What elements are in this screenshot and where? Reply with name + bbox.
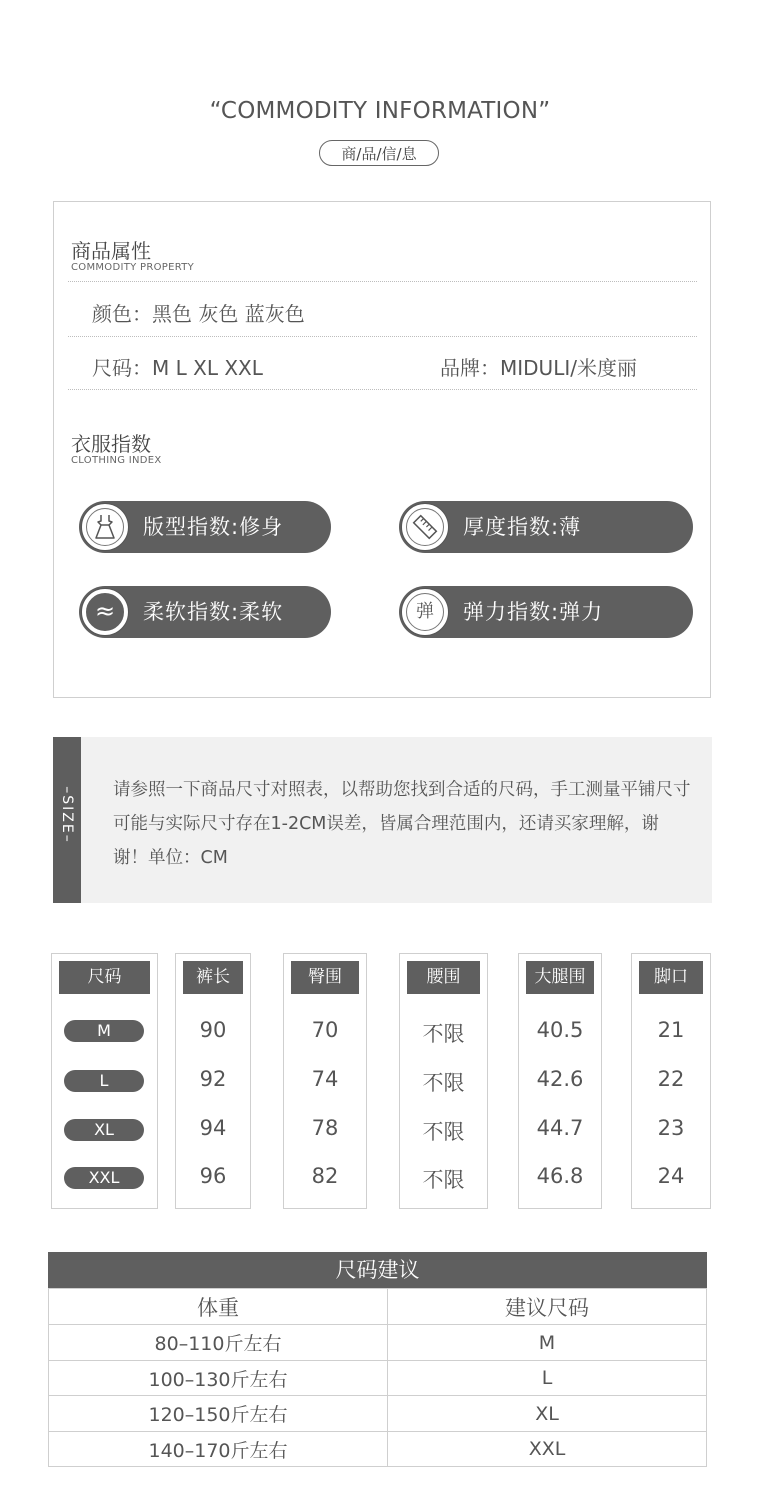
column-header: 建议尺码 [388,1289,707,1325]
table-cell: 96 [199,1164,227,1188]
table-cell: 44.7 [536,1116,584,1140]
table-cell: 不限 [422,1022,465,1046]
page-title: “COMMODITY INFORMATION” [209,98,551,124]
elasticity-index-label: 弹力指数:弹力 [463,600,604,624]
dress-icon [81,503,129,551]
suggestion-title: 尺码建议 [48,1252,707,1288]
column-header: 腰围 [407,961,480,994]
divider [68,336,697,337]
size-column [51,953,158,1209]
size-label: M [64,1020,144,1042]
weight-cell: 80–110斤左右 [49,1325,388,1361]
hip-column [283,953,367,1209]
table-cell: 不限 [422,1120,465,1144]
weight-cell: 140–170斤左右 [49,1432,388,1467]
thickness-index-label: 厚度指数:薄 [463,515,582,539]
softness-index [79,586,331,638]
table-cell: 46.8 [536,1164,584,1188]
softness-index-label: 柔软指数:柔软 [143,600,284,624]
ruler-icon [401,503,449,551]
table-cell: 92 [199,1067,227,1091]
hem-column [631,953,711,1209]
table-row [49,1432,707,1467]
size-attribute: 尺码：M L XL XXL [92,356,263,380]
table-cell: 24 [657,1164,685,1188]
wave-icon: ≈ [81,588,129,636]
table-cell: 42.6 [536,1067,584,1091]
size-side-label: –SIZE– [59,786,75,844]
column-header: 体重 [49,1289,388,1325]
table-cell: 22 [657,1067,685,1091]
column-header: 裤长 [183,961,243,994]
size-cell: XL [388,1396,707,1432]
table-cell: 70 [311,1018,339,1042]
table-cell: 82 [311,1164,339,1188]
table-cell: 23 [657,1116,685,1140]
table-cell: 78 [311,1116,339,1140]
property-title: 商品属性 [71,239,151,263]
size-cell: M [388,1325,707,1361]
brand-attribute: 品牌：MIDULI/米度丽 [440,356,637,380]
table-cell: 不限 [422,1168,465,1192]
table-header-row [49,1289,707,1325]
section-badge: 商/品/信/息 [319,140,439,166]
color-attribute: 颜色：黑色 灰色 蓝灰色 [92,302,305,326]
length-column [175,953,251,1209]
fit-index-label: 版型指数:修身 [143,515,284,539]
clothing-index-subtitle: CLOTHING INDEX [71,455,162,466]
size-cell: XXL [388,1432,707,1467]
clothing-index-title: 衣服指数 [71,432,151,456]
suggestion-grid [48,1288,707,1467]
table-cell: 40.5 [536,1018,584,1042]
column-header: 脚口 [639,961,703,994]
column-header: 臀围 [291,961,359,994]
size-side-tab [53,737,81,903]
elasticity-index [399,586,693,638]
weight-cell: 120–150斤左右 [49,1396,388,1432]
column-header: 尺码 [59,961,150,994]
table-cell: 74 [311,1067,339,1091]
divider [68,281,697,282]
size-suggestion-table [48,1252,707,1468]
size-label: L [64,1070,144,1092]
table-row [49,1325,707,1361]
fit-index [79,501,331,553]
divider [68,389,697,390]
table-row [49,1396,707,1432]
table-cell: 21 [657,1018,685,1042]
table-cell: 94 [199,1116,227,1140]
table-cell: 不限 [422,1071,465,1095]
elastic-icon: 弹 [401,588,449,636]
thigh-column [518,953,602,1209]
size-cell: L [388,1361,707,1396]
property-subtitle: COMMODITY PROPERTY [71,262,195,273]
thickness-index [399,501,693,553]
column-header: 大腿围 [526,961,594,994]
waist-column [399,953,488,1209]
table-cell: 90 [199,1018,227,1042]
table-row [49,1361,707,1396]
size-label: XXL [64,1167,144,1189]
weight-cell: 100–130斤左右 [49,1361,388,1396]
size-label: XL [64,1119,144,1141]
size-note-text: 请参照一下商品尺寸对照表，以帮助您找到合适的尺码，手工测量平铺尺寸可能与实际尺寸存在1-2CM误差，皆属合理范围内，还请买家理解，谢谢！单位：CM [113,780,691,868]
